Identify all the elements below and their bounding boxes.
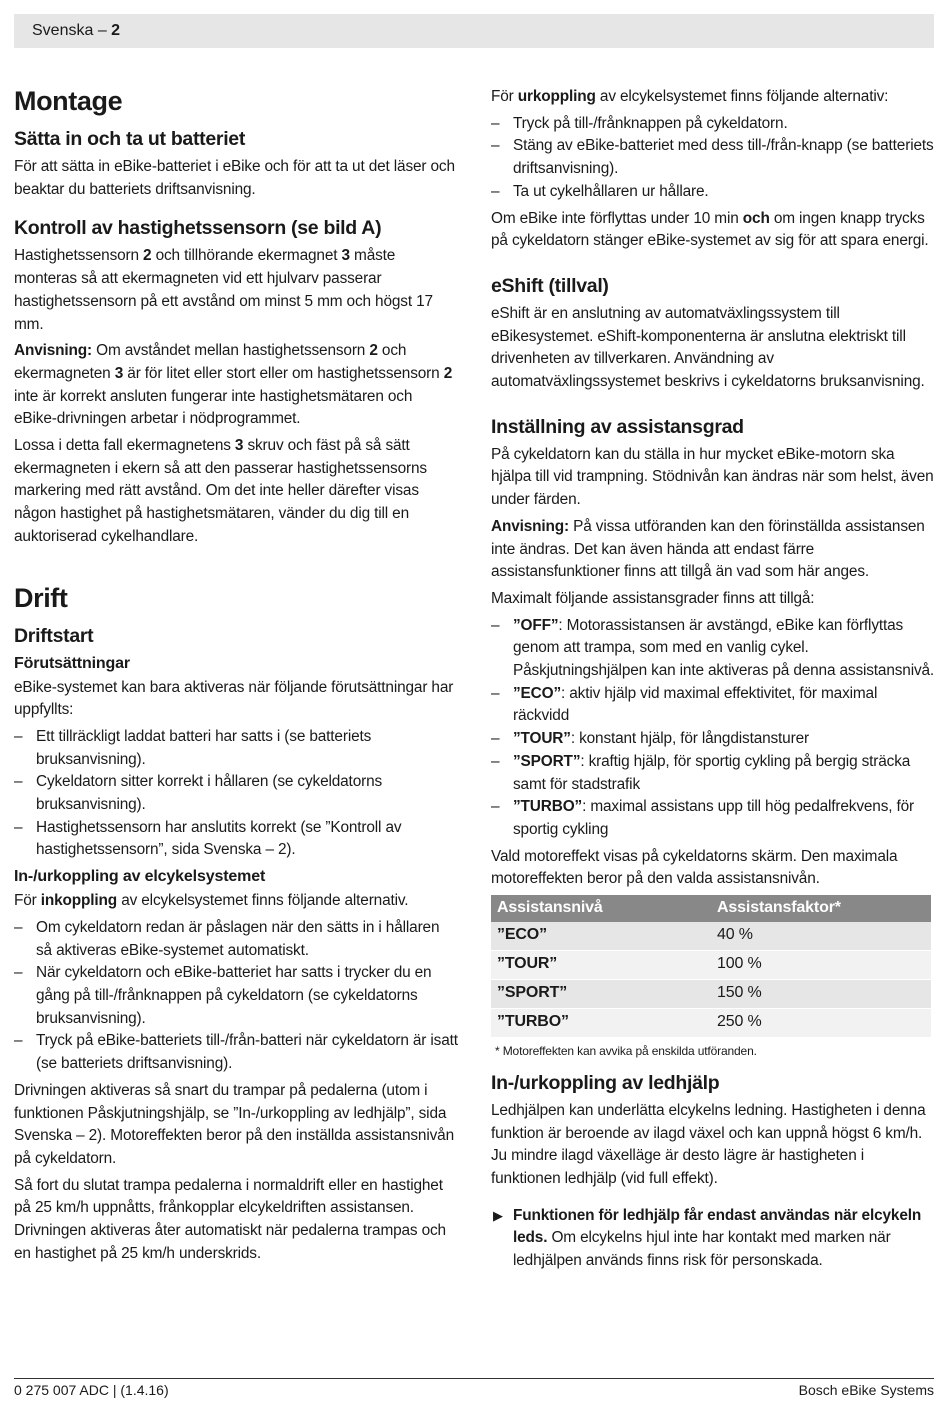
heading-on-off-system: In-/urkoppling av elcykelsystemet [14,868,266,886]
list-item: – ”TOUR”: konstant hjälp, för långdistansturer [491,728,936,751]
paragraph-assist-note: Anvisning: På vissa utföranden kan den förinställda assistansen inte ändras. Det kan även hända att endast färre assistansfunktioner finns att tillgå än vad som här anges. [491,517,925,581]
list-item: – Stäng av eBike-batteriet med dess till-/från-knapp (se batteriets driftsanvisning). [491,135,936,180]
header-separator: – [93,22,112,39]
header-page-label [32,21,120,41]
paragraph-loosen-screw: Lossa i detta fall ekermagnetens 3 skruv och fäst på så sätt ekermagneten i ekern så att den passerar hastighetssensorns markering med rätt avstånd. Om det inte heller därefter visas någon hastighet på hastighetsmätaren, vänder du dig till en auktoriserad cykelhandlare. [14,437,427,545]
assist-modes-list [491,615,936,842]
list-item: – ”SPORT”: kraftig hjälp, för sportig cykling på bergig sträcka samt för stadstrafik [491,751,936,796]
list-item: – Ett tillräckligt laddat batteri har satts i (se batteriets bruksanvisning). [14,726,459,771]
warning-walk-assist: ▶ Funktionen för ledhjälp får endast användas när elcykeln leds. Om elcykelns hjul inte har kontakt med marken när ledhjälpen används finns risk för personskada. [493,1206,922,1270]
list-item: – Om cykeldatorn redan är påslagen när den sätts in i hållaren så aktiveras eBike-systemet automatiskt. [14,917,459,962]
paragraph-walk-assist: Ledhjälpen kan underlätta elcykelns ledning. Hastigheten i denna funktion är beroende av ilagd växel och kan uppnå högst 6 km/h. Ju mindre ilagd växelläge är desto lägre är hastigheten i funktionen ledhjälp (vid full effekt). [491,1101,926,1187]
heading-speed-sensor: Kontroll av hastighetssensorn (se bild A) [14,217,382,240]
page-header [14,14,934,48]
list-item: – När cykeldatorn och eBike-batteriet har satts i trycker du en gång på till-/frånknappen på cykeldatorn (se cykeldatorns bruksanvisning). [14,962,459,1030]
header-language: Svenska [32,22,94,39]
left-column [14,84,459,1269]
paragraph-drive-activation: Drivningen aktiveras så snart du trampar på pedalerna (utom i funktionen Påskjutningshjälp, se ”In-/urkoppling av ledhjälp”, sida Svenska – 2). Motoreffekten beror på den inställda assistansnivån på cykeldatorn. [14,1081,454,1167]
list-item: – Tryck på till-/frånknappen på cykeldatorn. [491,113,936,136]
table-cell-level: ”TOUR” [491,950,711,979]
paragraph-switch-on: För inkoppling av elcykelsystemet finns följande alternativ. [14,892,409,910]
list-item: – ”ECO”: aktiv hjälp vid maximal effektivitet, för maximal räckvidd [491,683,936,728]
table-cell-level: ”SPORT” [491,979,711,1008]
paragraph-switch-off: För urkoppling av elcykelsystemet finns följande alternativ: [491,88,889,105]
table-row [491,1008,931,1037]
paragraph-assist: På cykeldatorn kan du ställa in hur mycket eBike-motorn ska hjälpa till vid trampning. Stödnivån kan ändras när som helst, även under färden. [491,445,934,509]
heading-drift: Drift [14,582,68,613]
paragraph-motor-display: Vald motoreffekt visas på cykeldatorns skärm. Den maximala motoreffekten beror på den valda assistansnivån. [491,847,898,888]
list-item: – ”TURBO”: maximal assistans upp till hög pedalfrekvens, för sportig cykling [491,796,936,841]
table-row [491,979,931,1008]
table-cell-factor: 250 % [711,1008,931,1037]
table-cell-factor: 100 % [711,950,931,979]
footer-divider [14,1378,934,1379]
paragraph-auto-off: Om eBike inte förflyttas under 10 min och om ingen knapp trycks på cykeldatorn stänger eBike-systemet av sig för att spara energi. [491,209,929,250]
assist-factor-table [491,895,931,1038]
table-cell-level: ”ECO” [491,922,711,951]
header-page-number: 2 [111,22,121,39]
heading-eshift: eShift (tillval) [491,274,609,297]
list-item: – ”OFF”: Motorassistansen är avstängd, eBike kan förflyttas genom att trampa, som med en vanlig cykel. Påskjutningshjälpen kan inte aktiveras på denna assistansnivå. [491,615,936,683]
heading-driftstart: Driftstart [14,624,94,647]
footer-brand: Bosch eBike Systems [798,1382,934,1398]
paragraph-eshift: eShift är en anslutning av automatväxlingssystem till eBikesystemet. eShift-komponenterna är anslutna elektriskt till drivenheten av tillverkaren. Användning av automatväxlingssystemet beskrivs i cykeldatorns bruksanvisning. [491,304,925,391]
list-item: – Tryck på eBike-batteriets till-/från-batteri när cykeldatorn är isatt (se batteriets driftsanvisning). [14,1030,459,1075]
switch-on-list [14,917,459,1076]
list-item: – Cykeldatorn sitter korrekt i hållaren (se cykeldatorns bruksanvisning). [14,771,459,816]
triangle-right-icon: ▶ [493,1207,503,1223]
paragraph-drive-stop: Så fort du slutat trampa pedalerna i normaldrift eller en hastighet på 25 km/h uppnåtts, frånkopplar elcykeldriften assistansen. Drivningen aktiveras åter automatiskt när pedalerna trampas och en hastighet på 25 km/h underskrids. [14,1176,446,1262]
heading-battery: Sätta in och ta ut batteriet [14,128,246,150]
heading-assist-level: Inställning av assistansgrad [491,415,744,438]
list-item: – Ta ut cykelhållaren ur hållare. [491,181,936,204]
table-cell-level: ”TURBO” [491,1008,711,1037]
heading-walk-assist: In-/urkoppling av ledhjälp [491,1071,720,1094]
table-row [491,922,931,951]
paragraph-speed-sensor: Hastighetssensorn 2 och tillhörande ekermagnet 3 måste monteras så att ekermagneten vid ett hjulvarv passerar hastighetssensorn på ett avstånd om minst 5 mm och högst 17 mm. [14,247,433,333]
heading-prerequisites: Förutsättningar [14,654,130,672]
prerequisites-list [14,726,459,862]
table-header-factor: Assistansfaktor* [711,895,931,922]
table-cell-factor: 40 % [711,922,931,951]
paragraph-prerequisites: eBike-systemet kan bara aktiveras när följande förutsättningar har uppfyllts: [14,678,454,719]
list-item: – Hastighetssensorn har anslutits korrekt (se ”Kontroll av hastighetssensorn”, sida Svenska – 2). [14,817,459,862]
switch-off-list [491,113,936,204]
paragraph-max-levels: Maximalt följande assistansgrader finns att tillgå: [491,589,815,607]
paragraph-battery: För att sätta in eBike-batteriet i eBike och för att ta ut det läser och beaktar du batteriets driftsanvisning. [14,158,455,198]
table-footnote: * Motoreffekten kan avvika på enskilda utföranden. [495,1043,757,1058]
heading-montage: Montage [14,86,123,116]
paragraph-sensor-note: Anvisning: Om avståndet mellan hastighetssensorn 2 och ekermagneten 3 är för litet eller stort eller om hastighetssensorn 2 inte är korrekt ansluten fungerar inte hastighetsmätaren och eBike-drivningen arbetar i nödprogrammet. [14,342,453,428]
footer-doc-number: 0 275 007 ADC | (1.4.16) [14,1382,169,1398]
right-column [491,86,936,1277]
table-cell-factor: 150 % [711,979,931,1008]
table-header-level: Assistansnivå [491,895,711,922]
table-row [491,950,931,979]
